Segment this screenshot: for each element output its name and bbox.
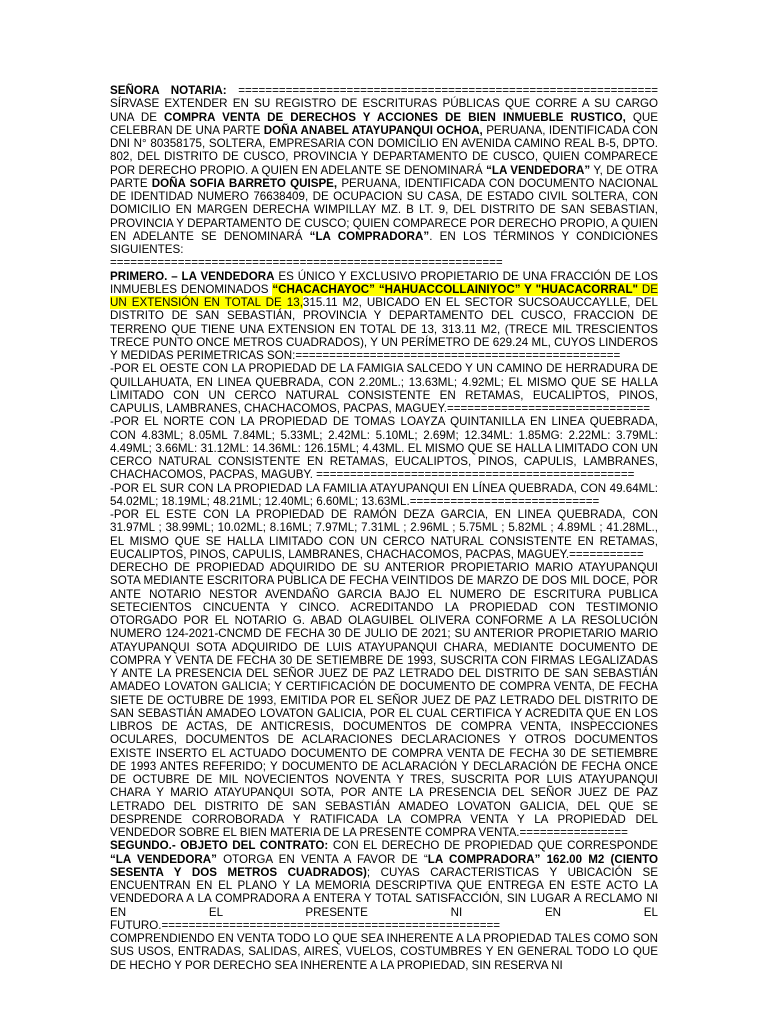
clause-segundo-label: SEGUNDO.- OBJETO DEL CONTRATO: xyxy=(110,839,329,853)
clause-primero: PRIMERO. – LA VENDEDORA ES ÚNICO Y EXCLUSIVO PROPIETARIO DE UNA FRACCIÓN DE LOS INMUEBLES DENOMINADOS “CHACACHAYOC” “HAHUACCOLLAINIYOC” Y "HUACACORRAL" DE UN EXTENSIÓN EN TOTAL DE 13,315.11 M2, UBICADO EN EL SECTOR SUCSOAUCCAYLLE, DEL DISTRITO DE SAN SEBASTIÁN, PROVINCIA Y DEPARTAMENTO DEL CUSCO, FRACCION DE TERRENO QUE TIENE UNA EXTENSION EN TOTAL DE 13, 313.11 M2, (TRECE MIL TRESCIENTOS TRECE PUNTO ONCE METROS CUADRADOS), Y UN PERÍMETRO DE 629.24 ML, CUYOS LINDEROS Y MEDIDAS PERIMETRICAS SON:================================================ xyxy=(110,269,658,362)
ownership-paragraph: DERECHO DE PROPIEDAD ADQUIRIDO DE SU ANTERIOR PROPIETARIO MARIO ATAYUPANQUI SOTA MEDIANTE ESCRITORA PUBLICA DE FECHA VEINTIDOS DE MARZO DE DOS MIL DOCE, POR ANTE NOTARIO NESTOR AVENDAÑO GARCIA BAJO EL NUMERO DE ESCRITURA PUBLICA SETECIENTOS CINCUENTA Y CINCO. ACREDITANDO LA PROPIEDAD CON TESTIMONIO OTORGADO POR EL NOTARIO G. ABAD OLAGUIBEL OLIVERA CONFORME A LA RESOLUCIÓN NUMERO 124-2021-CNCMD DE FECHA 30 DE JULIO DE 2021; SU ANTERIOR PROPIETARIO MARIO ATAYUPANQUI SOTA ADQUIRIDO DE LUIS ATAYUPANQUI CHARA, MEDIANTE DOCUMENTO DE COMPRA Y VENTA DE FECHA 30 DE SETIEMBRE DE 1993, SUSCRITA CON FIRMAS LEGALIZADAS Y ANTE LA PRESENCIA DEL SEÑOR JUEZ DE PAZ LETRADO DEL DISTRITO DE SAN SEBASTIÁN AMADEO LOVATON GALICIA; Y CERTIFICACIÓN DE DOCUMENTO DE COMPRA VENTA, DE FECHA SIETE DE OCTUBRE DE 1993, EMITIDA POR EL SEÑOR JUEZ DE PAZ LETRADO DEL DISTRITO DE SAN SEBASTIÁN AMADEO LOVATON GALICIA, POR EL CUAL CERTIFICA Y ACREDITA QUE EN LOS LIBROS DE ACTAS, DE ANTICRESIS, DOCUMENTOS DE COMPRA VENTA, INSPECCIONES OCULARES, DOCUMENTOS DE ACLARACIONES DECLARACIONES Y OTROS DOCUMENTOS EXISTE INSERTO EL ACTUADO DOCUMENTO DE COMPRA VENTA DE FECHA 30 DE SETIEMBRE DE 1993 ANTES REFERIDO; Y DOCUMENTO DE ACLARACIÓN Y DECLARACIÓN DE FECHA ONCE DE OCTUBRE DE MIL NOVECIENTOS NOVENTA Y TRES, SUSCRITA POR LUIS ATAYUPANQUI CHARA Y MARIO ATAYUPANQUI SOTA, POR ANTE LA PRESENCIA DEL SEÑOR JUEZ DE PAZ LETRADO DEL DISTRITO DE SAN SEBASTIÁN AMADEO LOVATON GALICIA, DEL QUE SE DESPRENDE CORROBORADA Y RATIFICADA LA COMPRA VENTA Y LA PROPIEDAD DEL VENDEDOR SOBRE EL BIEN MATERIA DE LA PRESENTE COMPRA VENTA.================ xyxy=(110,561,658,839)
boundary-sur: -POR EL SUR CON LA PROPIEDAD LA FAMILIA ATAYUPANQUI EN LÍNEA QUEBRADA, CON 49.64ML: 54.02ML; 18.19ML; 48.21ML; 12.40ML; 6.60ML; 13.63ML.============================ xyxy=(110,481,658,508)
extension-highlight: DE UN EXTENSIÓN EN TOTAL DE 13, xyxy=(110,282,658,309)
clause-segundo: SEGUNDO.- OBJETO DEL CONTRATO: CON EL DERECHO DE PROPIEDAD QUE CORRESPONDE “LA VENDEDORA” OTORGA EN VENTA A FAVOR DE “LA COMPRADORA” 162.00 M2 (CIENTO SESENTA Y DOS METROS CUADRADOS); CUYAS CARACTERISTICAS Y UBICACIÓN SE ENCUENTRAN EN EL PLANO Y LA MEMORIA DESCRIPTIVA QUE ENTREGA EN ESTE ACTO LA VENDEDORA A LA COMPRADORA A ENTERA Y TOTAL SATISFACCIÓN, SIN LUGAR A RECLAMO NI EN EL PRESENTE NI EN EL xyxy=(110,839,658,919)
clause-primero-label: PRIMERO. – LA VENDEDORA xyxy=(110,269,275,283)
separator-line: ========================================================== xyxy=(110,256,503,270)
property-names-highlight: “CHACACHAYOC” “HAHUACCOLLAINIYOC” Y "HUACACORRAL" xyxy=(272,282,639,296)
intro-paragraph: SEÑORA NOTARIA: ============================================================== SÍRVASE EXTENDER EN SU REGISTRO DE ESCRITURAS PÚBLICAS QUE CORRE A SU CARGO UNA DE COMPRA VENTA DE DERECHOS Y ACCIONES DE BIEN INMUEBLE RUSTICO, QUE CELEBRAN DE UNA PARTE DOÑA ANABEL ATAYUPANQUI OCHOA, PERUANA, IDENTIFICADA CON DNI N° 80358175, SOLTERA, EMPRESARIA CON DOMICILIO EN AVENIDA CAMINO REAL B-5, DPTO. 802, DEL DISTRITO DE CUSCO, PROVINCIA Y DEPARTAMENTO DE CUSCO, QUIEN COMPARECE POR DERECHO PROPIO. A QUIEN EN ADELANTE SE DENOMINARÁ “LA VENDEDORA” Y, DE OTRA PARTE DOÑA SOFIA BARRETO QUISPE, PERUANA, IDENTIFICADA CON DOCUMENTO NACIONAL DE IDENTIDAD NUMERO 76638409, DE OCUPACION SU CASA, DE ESTADO CIVIL SOLTERA, CON DOMICILIO EN MARGEN DERECHA WIMPILLAY MZ. B LT. 9, DEL DISTRITO DE SAN SEBASTIAN, PROVINCIA Y DEPARTAMENTO DE CUSCO; QUIEN COMPARECE POR DERECHO PROPIO, A QUIEN EN ADELANTE SE DENOMINARÁ “LA COMPRADORA”. EN LOS TÉRMINOS Y CONDICIONES SIGUIENTES: xyxy=(110,84,658,256)
sale-area: LA COMPRADORA” 162.00 M2 (CIENTO SESENTA Y DOS METROS CUADRADOS) xyxy=(110,852,658,879)
separator-line: FUTURO.================================================== xyxy=(110,918,501,932)
addressee-label: SEÑORA NOTARIA: xyxy=(110,84,227,97)
seller-role: “LA VENDEDORA” xyxy=(486,163,591,177)
buyer-role: “LA COMPRADORA” xyxy=(309,229,430,243)
buyer-name: DOÑA SOFIA BARRETO QUISPE, xyxy=(151,176,338,190)
boundary-este: -POR EL ESTE CON LA PROPIEDAD DE RAMÓN DEZA GARCIA, EN LINEA QUEBRADA, CON 31.97ML ; 38.99ML; 10.02ML; 8.16ML; 7.97ML; 7.31ML ; 2.96ML ; 5.75ML ; 5.82ML ; 4.89ML ; 41.28ML., EL MISMO QUE SE HALLA LIMITADO CON UN CERCO NATURAL CONSISTENTE EN RETAMAS, EUCALIPTOS, PINOS, CAPULIS, LAMBRANES, CHACHACOMOS, PACPAS, MAGUEY.=========== xyxy=(110,508,658,561)
contract-type: COMPRA VENTA DE DERECHOS Y ACCIONES DE BIEN INMUEBLE RUSTICO, xyxy=(163,110,626,124)
seller-role: “LA VENDEDORA” xyxy=(110,852,217,866)
document-page xyxy=(110,84,658,972)
seller-name: DOÑA ANABEL ATAYUPANQUI OCHOA, xyxy=(263,123,483,137)
inclusion-paragraph: COMPRENDIENDO EN VENTA TODO LO QUE SEA INHERENTE A LA PROPIEDAD TALES COMO SON SUS USOS, ENTRADAS, SALIDAS, AIRES, VUELOS, COSTUMBRES Y EN GENERAL TODO LO QUE DE HECHO Y POR DERECHO SEA INHERENTE A LA PROPIEDAD, SIN RESERVA NI xyxy=(110,932,658,972)
separator-line: ============================================================== xyxy=(226,84,658,97)
boundary-oeste: -POR EL OESTE CON LA PROPIEDAD DE LA FAMIGIA SALCEDO Y UN CAMINO DE HERRADURA DE QUILLAHUATA, EN LINEA QUEBRADA, CON 2.20ML.; 13.63ML; 4.92ML; EL MISMO QUE SE HALLA LIMITADO CON UN CERCO NATURAL CONSISTENTE EN RETAMAS, EUCALIPTOS, PINOS, CAPULIS, LAMBRANES, CHACHACOMOS, PACPAS, MAGUEY.============================== xyxy=(110,362,658,415)
boundary-norte: -POR EL NORTE CON LA PROPIEDAD DE TOMAS LOAYZA QUINTANILLA EN LINEA QUEBRADA, CON 4.83ML; 8.05ML 7.84ML; 5.33ML; 2.42ML: 5.10ML; 2.69M; 12.34ML: 1.85MG: 2.22ML: 3.79ML: 4.49ML; 3.66ML: 31.12ML: 14.36ML: 126.15ML; 4.43ML. EL MISMO QUE SE HALLA LIMITADO CON UN CERCO NATURAL CONSISTENTE EN RETAMAS, EUCALIPTOS, PINOS, CAPULIS, LAMBRANES, CHACHACOMOS, PACPAS, MAGUBY. =============================================== xyxy=(110,415,658,482)
